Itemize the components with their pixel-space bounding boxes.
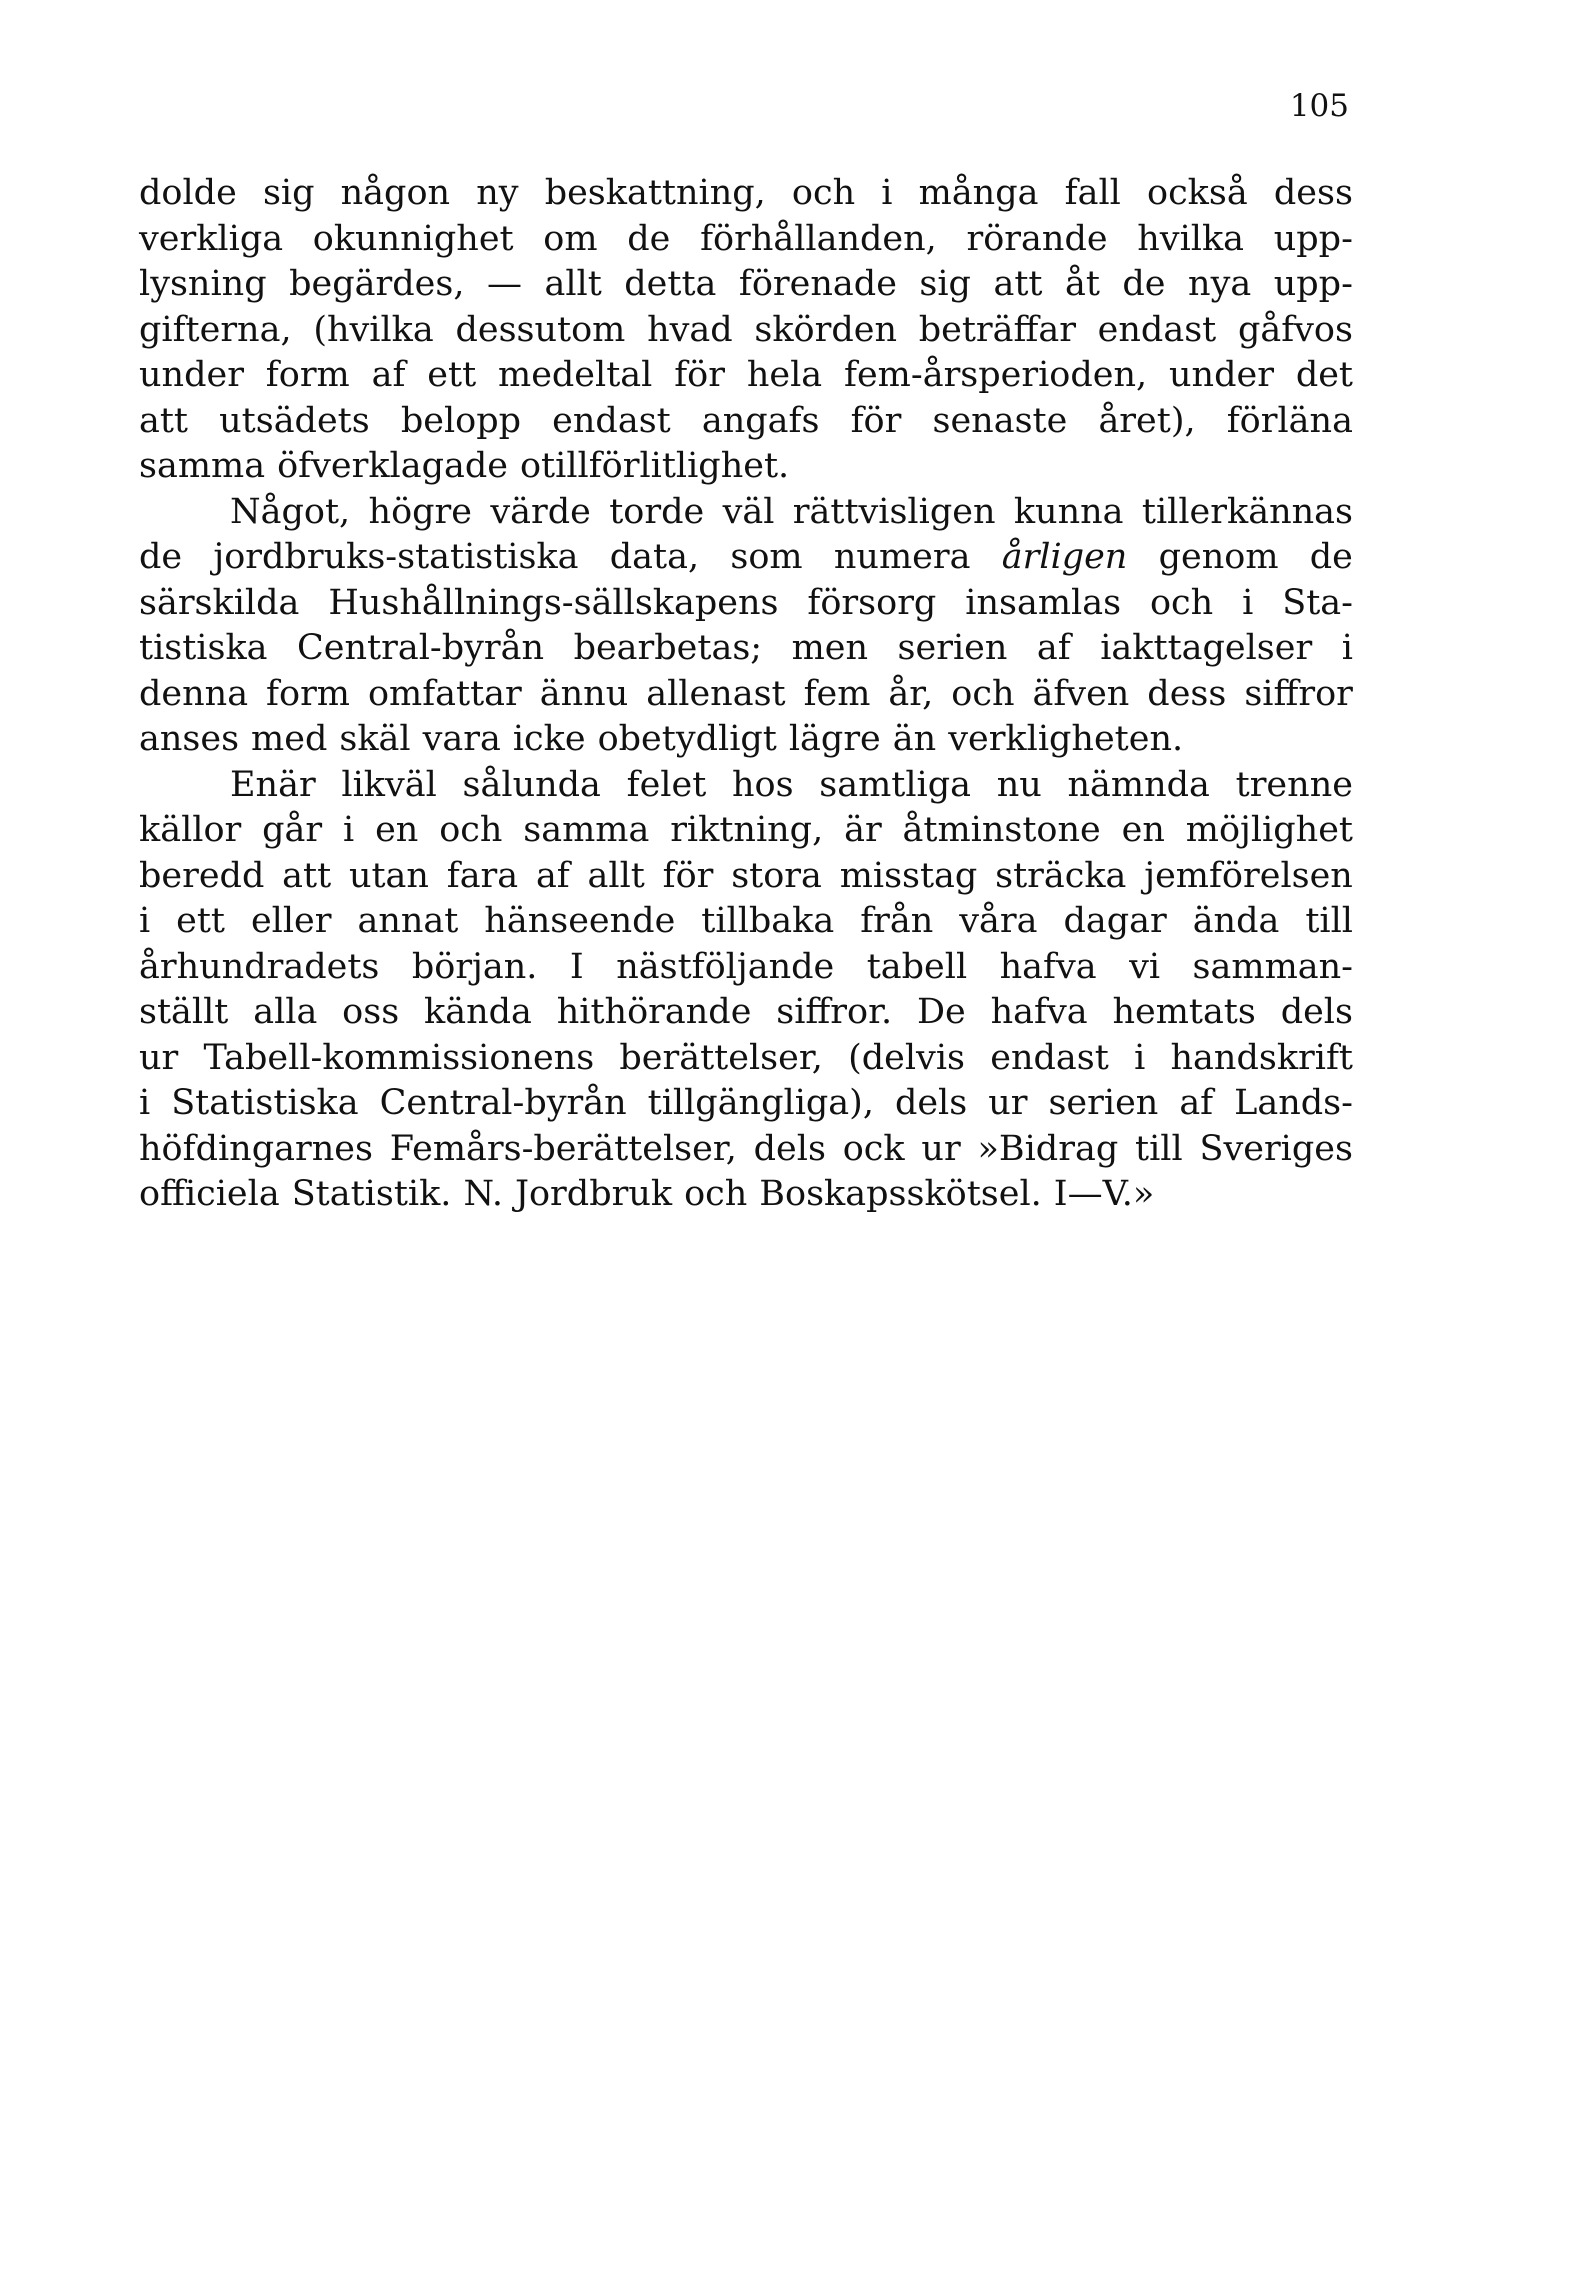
word: Statistik. bbox=[291, 1174, 452, 1214]
word: icke bbox=[512, 719, 586, 759]
word: rörande bbox=[966, 218, 1108, 259]
word: detta bbox=[624, 264, 717, 304]
text-line bbox=[139, 763, 1353, 809]
word: ännu bbox=[539, 673, 629, 714]
word: senaste bbox=[932, 400, 1068, 441]
word: att bbox=[282, 855, 332, 896]
word: nämnda bbox=[1067, 764, 1210, 805]
word: I—V.» bbox=[1053, 1174, 1155, 1214]
word: under bbox=[139, 355, 244, 395]
word: hvilka bbox=[1137, 218, 1245, 259]
word: sträcka bbox=[995, 855, 1127, 896]
word: Hushållnings-sällskapens bbox=[328, 582, 779, 623]
word: och bbox=[951, 673, 1015, 714]
word: — bbox=[486, 264, 522, 304]
word: begärdes, bbox=[289, 264, 465, 304]
word: data, bbox=[609, 537, 700, 577]
word: värde bbox=[490, 491, 591, 532]
word: trenne bbox=[1235, 764, 1353, 805]
word: de bbox=[1122, 264, 1166, 304]
word: sålunda bbox=[462, 764, 601, 805]
word: (delvis bbox=[848, 1037, 965, 1078]
word: möjlighet bbox=[1185, 810, 1353, 850]
word: de bbox=[139, 537, 183, 577]
word: samma bbox=[139, 446, 266, 486]
word: utan bbox=[348, 855, 429, 896]
word: af bbox=[1179, 1083, 1214, 1123]
word: vi bbox=[1129, 946, 1161, 987]
word: att bbox=[993, 264, 1043, 304]
word: tistiska bbox=[139, 628, 268, 668]
word: sig bbox=[919, 264, 971, 304]
word: insamlas bbox=[965, 582, 1122, 623]
word: denna bbox=[139, 673, 249, 714]
word: handskrift bbox=[1170, 1037, 1353, 1078]
word: i bbox=[1134, 1037, 1146, 1078]
word: jemförelsen bbox=[1144, 855, 1353, 896]
text-line bbox=[139, 535, 1353, 581]
text-line bbox=[139, 444, 1353, 490]
word: iakttagelser bbox=[1100, 628, 1313, 668]
text-line bbox=[139, 308, 1353, 354]
text-line bbox=[139, 672, 1353, 718]
word: Sta- bbox=[1282, 582, 1353, 623]
word: i bbox=[139, 901, 151, 941]
word: är bbox=[844, 810, 882, 850]
word: öfverklagade bbox=[277, 446, 508, 486]
word: dagar bbox=[1063, 901, 1167, 941]
word: form bbox=[265, 355, 350, 395]
word: verkligheten. bbox=[948, 719, 1184, 759]
word: alla bbox=[253, 992, 318, 1032]
word: skörden bbox=[754, 309, 898, 350]
word: af bbox=[535, 855, 570, 896]
word: och bbox=[439, 810, 503, 850]
word: N. bbox=[463, 1174, 503, 1214]
word: siffror bbox=[1244, 673, 1353, 714]
word: ur bbox=[988, 1083, 1028, 1123]
word: serien bbox=[1048, 1083, 1159, 1123]
word: nästföljande bbox=[616, 946, 835, 987]
word: årligen bbox=[1001, 537, 1128, 577]
word: beträffar bbox=[918, 309, 1076, 350]
word: åtminstone bbox=[902, 810, 1101, 850]
text-line bbox=[139, 717, 1353, 763]
word: obetydligt bbox=[597, 719, 777, 759]
word: våra bbox=[959, 901, 1038, 941]
word: de bbox=[1309, 537, 1353, 577]
word: Central-byrån bbox=[379, 1083, 627, 1123]
word: (hvilka bbox=[313, 309, 434, 350]
word: ända bbox=[1192, 901, 1280, 941]
word: i bbox=[881, 173, 893, 213]
word: lägre bbox=[788, 719, 881, 759]
word: upp- bbox=[1273, 218, 1353, 259]
word: för bbox=[850, 400, 902, 441]
word: ställt bbox=[139, 992, 229, 1032]
word: hänseende bbox=[484, 901, 676, 941]
word: form bbox=[266, 673, 350, 714]
word: numera bbox=[833, 537, 971, 577]
word: det bbox=[1295, 355, 1353, 395]
word: kunna bbox=[1013, 491, 1124, 532]
word: »Bidrag bbox=[977, 1128, 1119, 1169]
word: i bbox=[343, 810, 355, 850]
word: omfattar bbox=[367, 673, 522, 714]
word: försorg bbox=[807, 582, 937, 623]
word: ur bbox=[139, 1037, 179, 1078]
word: berättelser, bbox=[619, 1037, 823, 1078]
word: bearbetas; bbox=[573, 628, 763, 668]
word: endast bbox=[990, 1037, 1109, 1078]
word: Lands- bbox=[1234, 1083, 1353, 1123]
word: som bbox=[730, 537, 803, 577]
text-line bbox=[139, 171, 1353, 217]
word: af bbox=[371, 355, 406, 395]
word: också bbox=[1147, 173, 1248, 213]
word: ock bbox=[842, 1128, 905, 1169]
word: officiela bbox=[139, 1174, 280, 1214]
text-line bbox=[139, 990, 1353, 1036]
word: i bbox=[1341, 628, 1353, 668]
word: Statistiska bbox=[171, 1083, 359, 1123]
word: stora bbox=[731, 855, 822, 896]
word: beskattning, bbox=[544, 173, 766, 213]
word: till bbox=[1135, 1128, 1183, 1169]
word: Sveriges bbox=[1199, 1128, 1353, 1169]
word: hemtats bbox=[1112, 992, 1256, 1032]
text-line bbox=[139, 217, 1353, 263]
text-line bbox=[139, 353, 1353, 399]
word: särskilda bbox=[139, 582, 300, 623]
word: tabell bbox=[866, 946, 968, 987]
word: belopp bbox=[400, 400, 522, 441]
word: dolde bbox=[139, 173, 237, 213]
word: en bbox=[1121, 810, 1165, 850]
body-text bbox=[139, 171, 1353, 1218]
word: Femårs-berättelser, bbox=[389, 1128, 737, 1169]
word: under bbox=[1169, 355, 1274, 395]
word: århundradets bbox=[139, 946, 380, 987]
word: tillgängliga), bbox=[647, 1083, 874, 1123]
word: siffror. bbox=[776, 992, 893, 1032]
text-line bbox=[139, 899, 1353, 945]
word: samtliga bbox=[819, 764, 972, 805]
word: dels bbox=[753, 1128, 826, 1169]
word: tillerkännas bbox=[1141, 491, 1353, 532]
word: åt bbox=[1064, 264, 1100, 304]
word: okunnighet bbox=[312, 218, 514, 259]
word: än bbox=[892, 719, 937, 759]
word: nu bbox=[996, 764, 1042, 805]
word: en bbox=[375, 810, 419, 850]
word: om bbox=[543, 218, 598, 259]
word: högre bbox=[368, 491, 472, 532]
word: gåfvos bbox=[1237, 309, 1353, 350]
word: förläna bbox=[1226, 400, 1353, 441]
word: höfdingarnes bbox=[139, 1128, 373, 1169]
word: angafs bbox=[701, 400, 820, 441]
word: väl bbox=[722, 491, 775, 532]
page-number: 105 bbox=[1289, 88, 1349, 124]
word: året), bbox=[1098, 400, 1196, 441]
word: hvad bbox=[647, 309, 733, 350]
word: medeltal bbox=[498, 355, 653, 395]
word: går bbox=[262, 810, 323, 850]
word: ett bbox=[427, 355, 477, 395]
word: dessutom bbox=[455, 309, 626, 350]
word: upp- bbox=[1273, 264, 1353, 304]
word: Tabell-kommissionens bbox=[203, 1037, 595, 1078]
word: endast bbox=[552, 400, 671, 441]
word: lysning bbox=[139, 264, 267, 304]
word: de bbox=[627, 218, 671, 259]
word: samma bbox=[523, 810, 650, 850]
word: och bbox=[684, 1174, 748, 1214]
text-line bbox=[139, 854, 1353, 900]
word: källor bbox=[139, 810, 242, 850]
word: ny bbox=[476, 173, 519, 213]
word: dels bbox=[894, 1083, 968, 1123]
word: Boskapsskötsel. bbox=[759, 1174, 1042, 1214]
word: att bbox=[139, 400, 188, 441]
word: misstag bbox=[839, 855, 978, 896]
word: Något, bbox=[230, 491, 351, 532]
word: fara bbox=[446, 855, 519, 896]
word: otillförlitlighet. bbox=[519, 446, 790, 486]
word: skäl bbox=[339, 719, 411, 759]
word: nya bbox=[1188, 264, 1252, 304]
word: hafva bbox=[990, 992, 1088, 1032]
text-line bbox=[139, 808, 1353, 854]
word: och bbox=[1149, 582, 1214, 623]
word: sig bbox=[262, 173, 315, 213]
word: hafva bbox=[999, 946, 1097, 987]
word: förhållanden, bbox=[700, 218, 937, 259]
text-line bbox=[139, 1127, 1353, 1173]
text-line bbox=[139, 581, 1353, 627]
word: år, bbox=[888, 673, 934, 714]
word: ur bbox=[921, 1128, 961, 1169]
word: hithörande bbox=[556, 992, 752, 1032]
word: Jordbruk bbox=[514, 1174, 673, 1214]
word: rättvisligen bbox=[792, 491, 996, 532]
word: genom bbox=[1158, 537, 1279, 577]
word: kända bbox=[424, 992, 532, 1032]
word: af bbox=[1036, 628, 1071, 668]
text-line bbox=[139, 399, 1353, 445]
word: i bbox=[1242, 582, 1254, 623]
word: samman- bbox=[1192, 946, 1353, 987]
text-line bbox=[139, 262, 1353, 308]
word: med bbox=[251, 719, 328, 759]
word: för bbox=[662, 855, 714, 896]
word: Enär bbox=[230, 764, 316, 805]
word: jordbruks-statistiska bbox=[213, 537, 579, 577]
word: verkliga bbox=[139, 218, 284, 259]
word: torde bbox=[609, 491, 705, 532]
text-line bbox=[139, 626, 1353, 672]
word: serien bbox=[897, 628, 1008, 668]
word: från bbox=[860, 901, 934, 941]
word: fem bbox=[803, 673, 871, 714]
word: tillbaka bbox=[701, 901, 835, 941]
word: felet bbox=[626, 764, 707, 805]
word: men bbox=[791, 628, 869, 668]
word: beredd bbox=[139, 855, 265, 896]
word: gifterna, bbox=[139, 309, 292, 350]
word: ett bbox=[176, 901, 225, 941]
word: vara bbox=[422, 719, 501, 759]
word: början. bbox=[411, 946, 538, 987]
word: i bbox=[139, 1083, 151, 1123]
word: riktning, bbox=[670, 810, 824, 850]
word: dess bbox=[1273, 173, 1353, 213]
word: någon bbox=[340, 173, 451, 213]
word: Central-byrån bbox=[297, 628, 545, 668]
word: fall bbox=[1064, 173, 1121, 213]
word: förenade bbox=[738, 264, 897, 304]
word: eller bbox=[250, 901, 332, 941]
word: anses bbox=[139, 719, 240, 759]
word: oss bbox=[342, 992, 400, 1032]
word: hos bbox=[731, 764, 794, 805]
word: till bbox=[1305, 901, 1353, 941]
word: många bbox=[918, 173, 1039, 213]
word: hela bbox=[746, 355, 823, 395]
word: fem-årsperioden, bbox=[844, 355, 1148, 395]
word: I bbox=[569, 946, 584, 987]
text-line bbox=[139, 945, 1353, 991]
word: för bbox=[674, 355, 725, 395]
text-line bbox=[139, 1172, 1353, 1218]
word: allt bbox=[544, 264, 602, 304]
word: annat bbox=[357, 901, 459, 941]
word: De bbox=[916, 992, 966, 1032]
word: allt bbox=[587, 855, 645, 896]
text-line bbox=[139, 1036, 1353, 1082]
word: dess bbox=[1147, 673, 1227, 714]
text-line bbox=[139, 1081, 1353, 1127]
word: endast bbox=[1097, 309, 1217, 350]
word: allenast bbox=[646, 673, 786, 714]
word: likväl bbox=[341, 764, 437, 805]
word: och bbox=[791, 173, 856, 213]
word: utsädets bbox=[219, 400, 370, 441]
word: dels bbox=[1280, 992, 1353, 1032]
word: äfven bbox=[1032, 673, 1130, 714]
text-line bbox=[139, 490, 1353, 536]
